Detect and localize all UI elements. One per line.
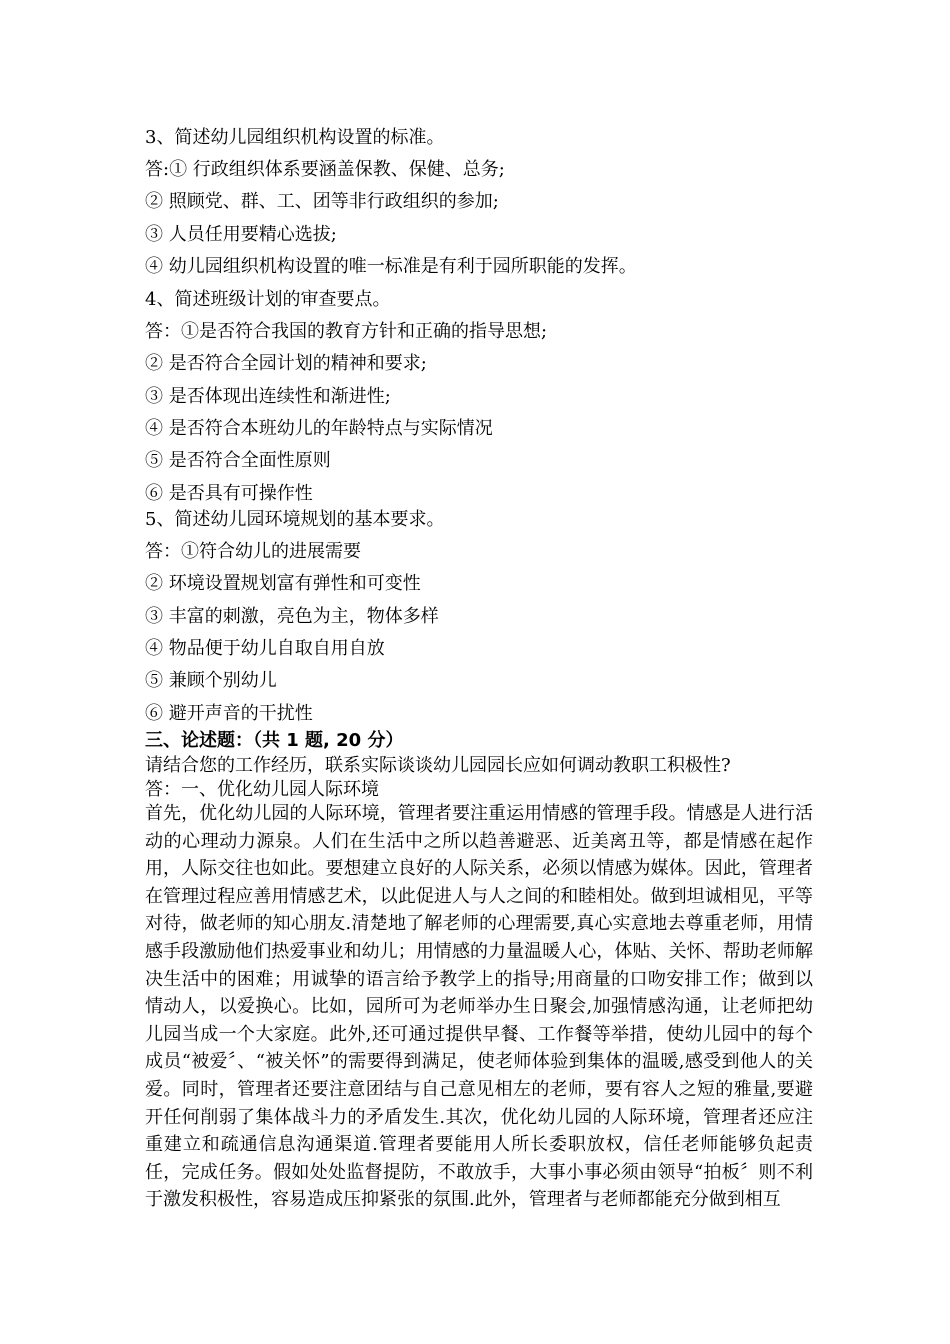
q3-answer-4: ④ 幼儿园组织机构设置的唯一标准是有利于园所职能的发挥。 [145,256,637,277]
essay-question: 请结合您的工作经历，联系实际谈谈幼儿园园长应如何调动教职工积极性? [145,755,731,776]
q3-answer-3: ③ 人员任用要精心选拔; [145,224,337,245]
q4-answer-2: ② 是否符合全园计划的精神和要求; [145,353,427,374]
q5-answer-5: ⑤ 兼顾个别幼儿 [145,670,277,691]
q3-answer-1: 答:① 行政组织体系要涵盖保教、保健、总务; [145,159,505,180]
q5-answer-6: ⑥ 避开声音的干扰性 [145,703,313,724]
q5-answer-3: ③ 丰富的刺激，亮色为主，物体多样 [145,606,439,627]
q4-answer-4: ④ 是否符合本班幼儿的年龄特点与实际情况 [145,418,493,439]
q5-title: 5、简述幼儿园环境规划的基本要求。 [145,509,445,530]
q4-answer-6: ⑥ 是否具有可操作性 [145,483,313,504]
q5-answer-4: ④ 物品便于幼儿自取自用自放 [145,638,385,659]
q5-answer-2: ② 环境设置规划富有弹性和可变性 [145,573,421,594]
essay-body: 首先，优化幼儿园的人际环境，管理者要注重运用情感的管理手段。情感是人进行活动的心理动力源泉。人们在生活中之所以趋善避恶、近美离丑等，都是情感在起作用，人际交往也如此。要想建立良好的人际关系，必须以情感为媒体。因此，管理者在管理过程应善用情感艺术，以此促进人与人之间的和睦相处。做到坦诚相见，平等对待，做老师的知心朋友.清楚地了解老师的心理需要,真心实意地去尊重老师，用情感手段激励他们热爱事业和幼儿；用情感的力量温暖人心，体贴、关怀、帮助老师解决生活中的困难；用诚挚的语言给予教学上的指导;用商量的口吻安排工作；做到以情动人，以爱换心。比如，园所可为老师举办生日聚会,加强情感沟通，让老师把幼儿园当成一个大家庭。此外,还可通过提供早餐、工作餐等举措，使幼儿园中的每个成员“被爱〞、“被关怀”的需要得到满足，使老师体验到集体的温暖,感受到他人的关爱。同时，管理者还要注意团结与自己意见相左的老师，要有容人之短的雅量,要避开任何削弱了集体战斗力的矛盾发生.其次，优化幼儿园的人际环境，管理者还应注重建立和疏通信息沟通渠道.管理者要能用人所长委职放权，信任老师能够负起责任，完成任务。假如处处监督提防，不敢放手，大事小事必须由领导“拍板〞则不利于激发积极性，容易造成压抑紧张的氛围.此外，管理者与老师都能充分做到相互 [145,803,813,1211]
q4-answer-1: 答：①是否符合我国的教育方针和正确的指导思想; [145,321,548,342]
q3-title: 3、简述幼儿园组织机构设置的标准。 [145,127,445,148]
q4-answer-3: ③ 是否体现出连续性和渐进性; [145,386,391,407]
q4-title: 4、简述班级计划的审查要点。 [145,289,391,310]
q4-answer-5: ⑤ 是否符合全面性原则 [145,450,331,471]
essay-answer-intro: 答：一、优化幼儿园人际环境 [145,779,379,800]
q5-answer-1: 答：①符合幼儿的进展需要 [145,541,361,562]
essay-heading: 三、论述题：（共 1 题, 20 分） [145,730,404,751]
q3-answer-2: ② 照顾党、群、工、团等非行政组织的参加; [145,191,499,212]
